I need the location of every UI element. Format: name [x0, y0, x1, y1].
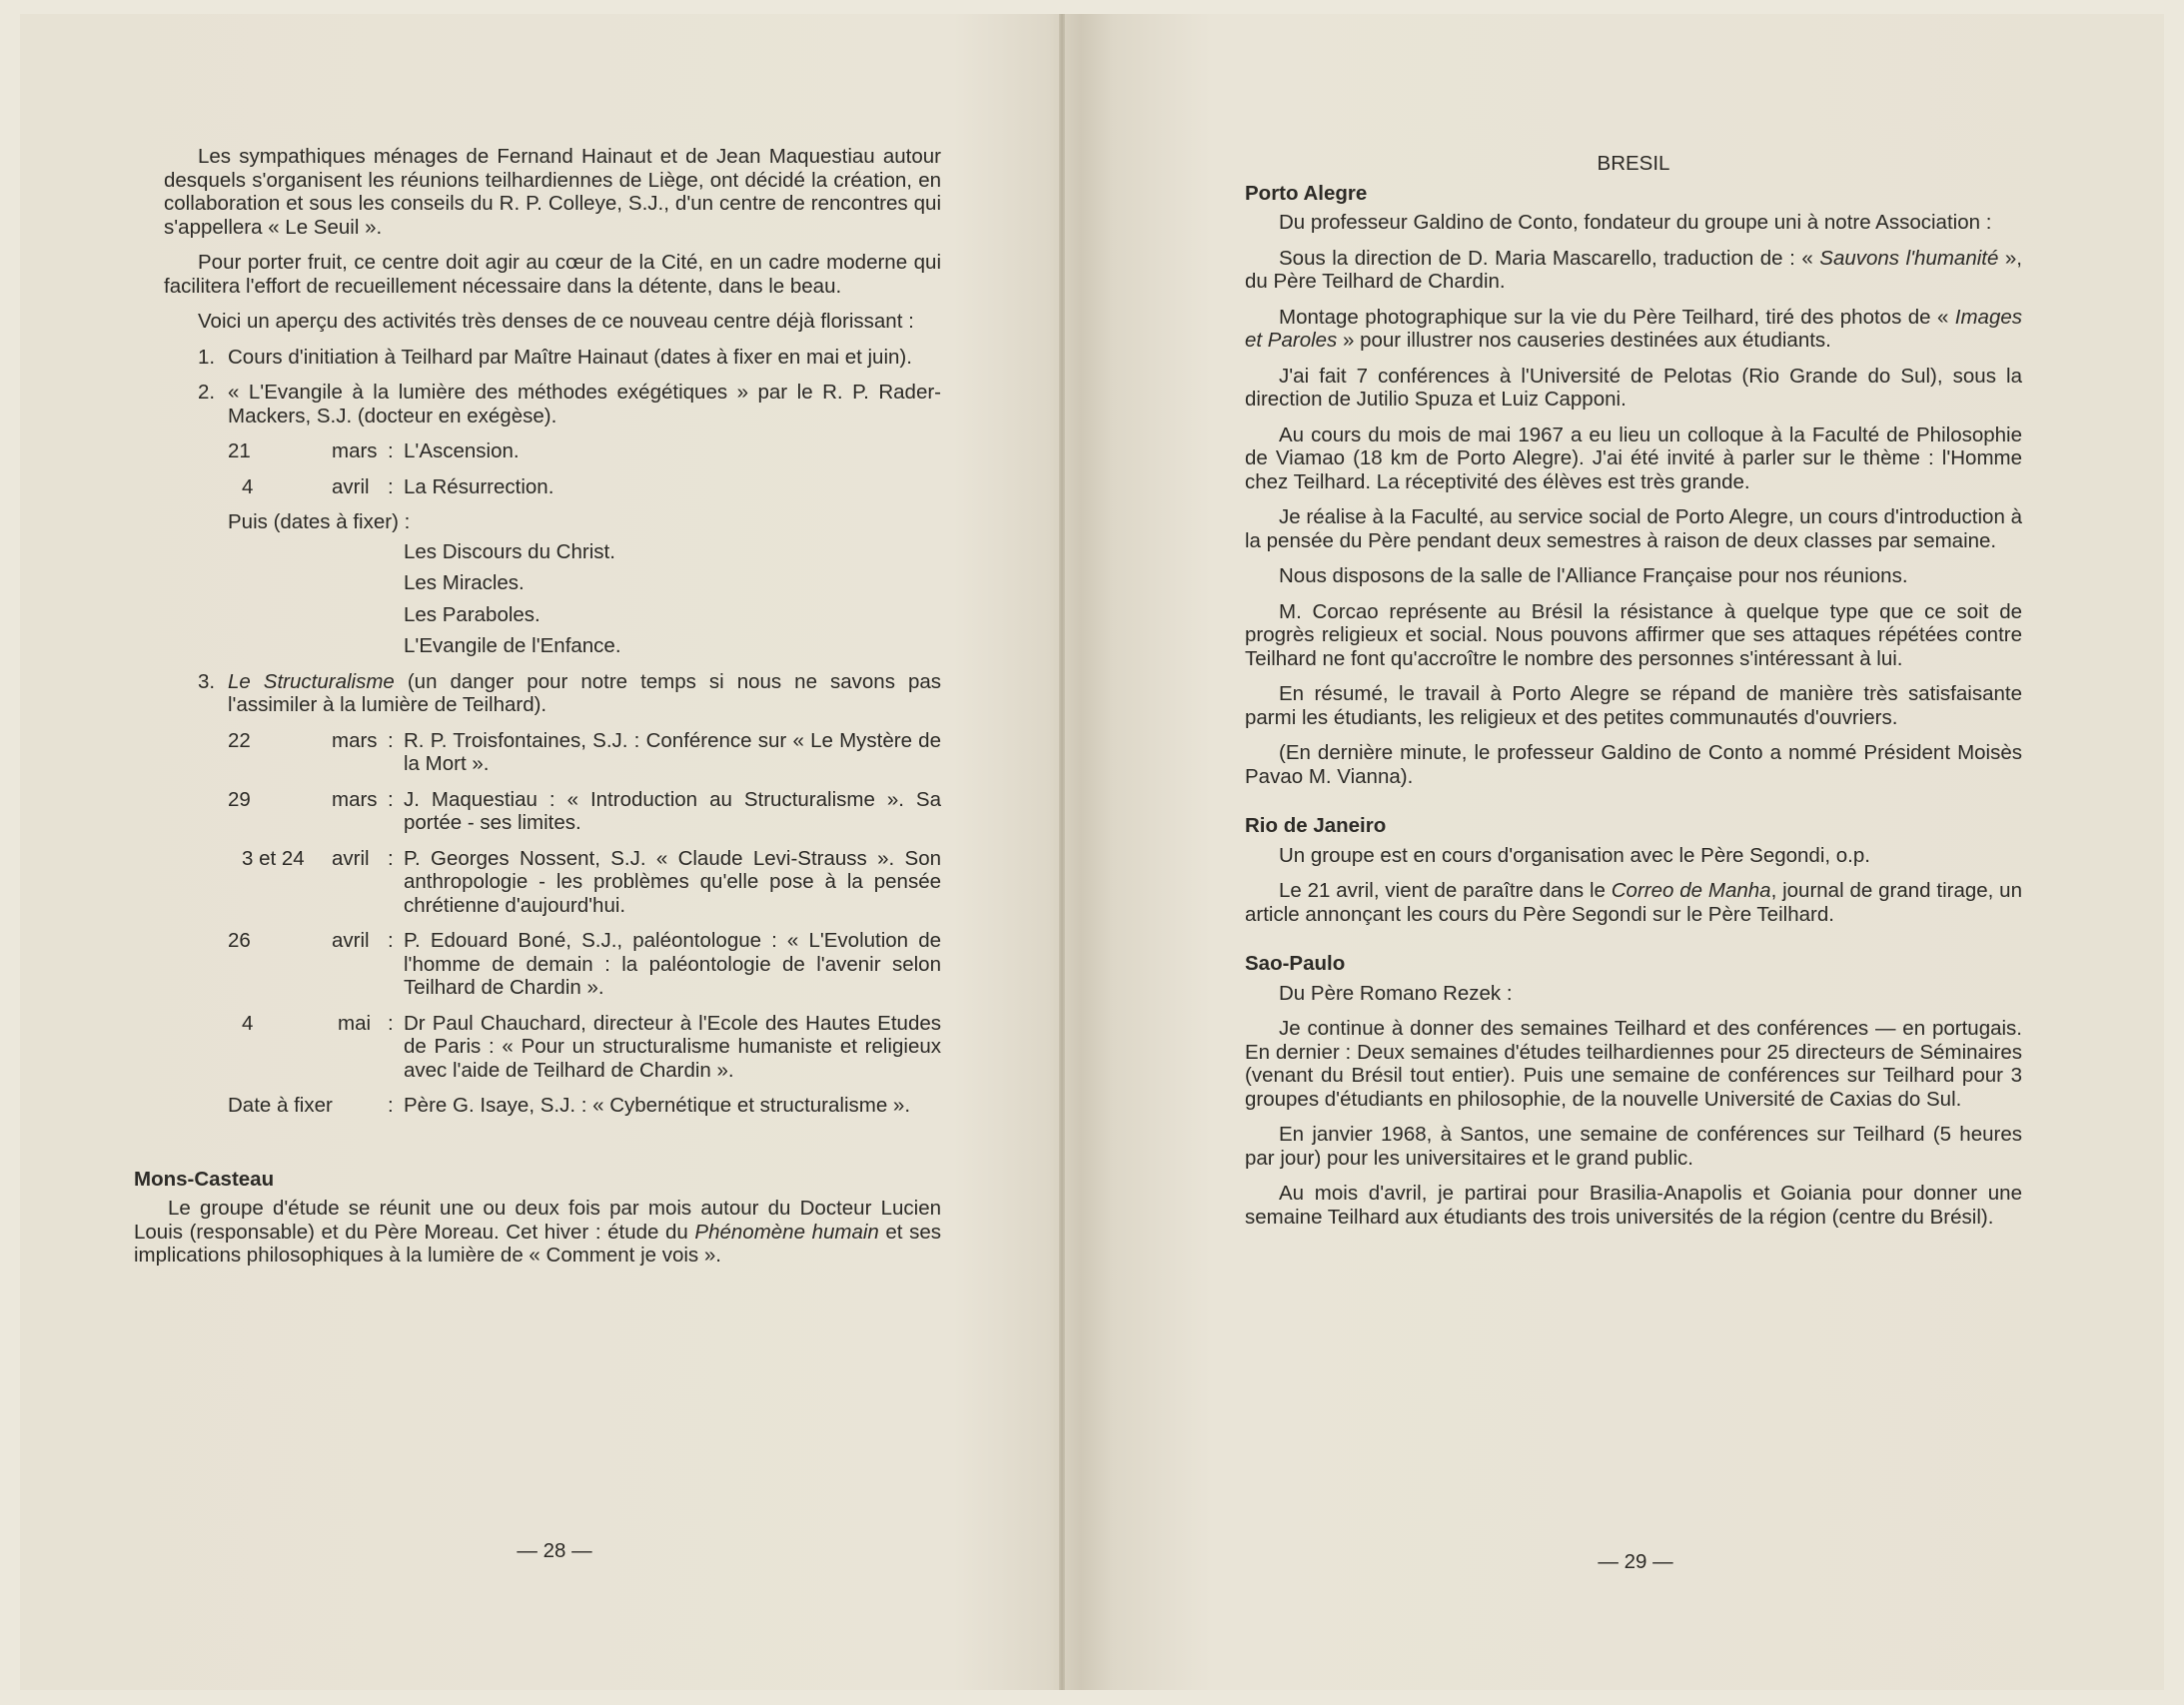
- page-number: — 28 —: [517, 1539, 592, 1562]
- list-item: [198, 381, 941, 427]
- section-heading-sao-paulo: Sao-Paulo: [1245, 952, 1346, 975]
- paragraph: J'ai fait 7 conférences à l'Université de Pelotas (Rio Grande do Sul), sous la direction de Jutilio Spuza et Luiz Capponi.: [1245, 364, 2022, 411]
- puis-item: Les Miracles.: [404, 571, 525, 594]
- schedule-month: avril: [332, 474, 370, 498]
- schedule-day: 22: [228, 728, 251, 752]
- text-b: » pour illustrer nos causeries destinées aux étudiants.: [1337, 329, 1831, 352]
- list-number: 3.: [198, 669, 216, 693]
- italic-title: Sauvons l'humanité: [1819, 246, 1999, 270]
- schedule-row: [228, 439, 941, 463]
- schedule-colon: :: [388, 846, 394, 870]
- list-text: [228, 670, 941, 717]
- schedule-2: [228, 439, 941, 498]
- italic-title: Correo de Manha: [1611, 879, 1771, 902]
- schedule-row: [228, 1012, 941, 1083]
- schedule-colon: :: [388, 787, 394, 811]
- schedule-month: mai: [338, 1011, 372, 1035]
- paragraph: Je réalise à la Faculté, au service social de Porto Alegre, un cours d'introduction à la pensée du Père pendant deux semestres à raison de deux classes par semaine.: [1245, 505, 2022, 552]
- list-number: 2.: [198, 381, 216, 404]
- schedule-desc: La Résurrection.: [404, 474, 554, 498]
- page-title: BRESIL: [1597, 152, 1670, 175]
- schedule-month: mars: [332, 787, 378, 811]
- schedule-day: 29: [228, 787, 251, 811]
- paragraph: (En dernière minute, le professeur Galdino de Conto a nommé Président Moisès Pavao M. Vianna).: [1245, 741, 2022, 788]
- paragraph: [1245, 247, 2022, 294]
- list-item: [198, 670, 941, 717]
- schedule-row: [228, 1094, 941, 1118]
- list-text: « L'Evangile à la lumière des méthodes exégétiques » par le R. P. Rader-Mackers, S.J. (docteur en exégèse).: [228, 381, 941, 427]
- paragraph: Au mois d'avril, je partirai pour Brasilia-Anapolis et Goiania pour donner une semaine Teilhard aux étudiants des trois universités de la région (centre du Brésil).: [1245, 1182, 2022, 1229]
- paragraph: Voici un aperçu des activités très denses de ce nouveau centre déjà florissant :: [198, 310, 914, 333]
- schedule-day: 4: [242, 474, 254, 498]
- schedule-row: [228, 788, 941, 835]
- list-item: [198, 346, 941, 370]
- schedule-3: [228, 729, 941, 1118]
- paragraph: Pour porter fruit, ce centre doit agir au cœur de la Cité, en un cadre moderne qui facilitera l'effort de recueillement nécessaire dans la détente, dans le beau.: [164, 251, 941, 298]
- schedule-desc: Dr Paul Chauchard, directeur à l'Ecole des Hautes Etudes de Paris : « Pour un structuralisme humaniste et religieux avec l'aide de Teilhard de Chardin ».: [404, 1011, 941, 1082]
- schedule-desc: L'Ascension.: [404, 439, 520, 462]
- text-a: Montage photographique sur la vie du Père Teilhard, tiré des photos de «: [1279, 305, 1955, 329]
- text-b: », du Père Teilhard de Chardin.: [1245, 246, 2022, 293]
- paragraph: [134, 1197, 941, 1268]
- italic-title: Phénomène humain: [694, 1220, 879, 1244]
- mons-text-b: et ses implications philosophiques à la lumière de « Comment je vois ».: [134, 1220, 941, 1267]
- text-a: Le 21 avril, vient de paraître dans le: [1279, 879, 1612, 902]
- paragraph: Du Père Romano Rezek :: [1279, 981, 1513, 1005]
- list-number: 1.: [198, 345, 216, 369]
- schedule-day: 26: [228, 929, 251, 952]
- paragraph: [1245, 879, 2022, 926]
- schedule-month: mars: [332, 439, 378, 462]
- text-a: Sous la direction de D. Maria Mascarello, traduction de : «: [1279, 246, 1820, 270]
- section-heading-mons-casteau: Mons-Casteau: [134, 1167, 275, 1191]
- paragraph: Du professeur Galdino de Conto, fondateur du groupe uni à notre Association :: [1279, 211, 1992, 234]
- schedule-month: avril: [332, 846, 370, 870]
- schedule-desc: J. Maquestiau : « Introduction au Structuralisme ». Sa portée - ses limites.: [404, 787, 941, 834]
- schedule-day: 4: [242, 1011, 254, 1035]
- schedule-month: mars: [332, 728, 378, 752]
- schedule-day: 3 et 24: [242, 846, 305, 870]
- schedule-colon: :: [388, 474, 394, 498]
- paragraph: [1245, 306, 2022, 353]
- schedule-desc: P. Georges Nossent, S.J. « Claude Levi-Strauss ». Son anthropologie - les problèmes qu'elle pose à la pensée chrétienne d'aujourd'hui.: [404, 846, 941, 917]
- puis-item: Les Discours du Christ.: [404, 539, 615, 563]
- book-spine: [1059, 14, 1065, 1690]
- schedule-day: Date à fixer: [228, 1094, 333, 1117]
- section-heading-rio-de-janeiro: Rio de Janeiro: [1245, 814, 1387, 837]
- schedule-colon: :: [388, 439, 394, 462]
- schedule-row: [228, 929, 941, 1000]
- right-column: [1245, 152, 2022, 1241]
- list-text-rest: (un danger pour notre temps si nous ne savons pas l'assimiler à la lumière de Teilhard).: [228, 669, 942, 716]
- schedule-desc: Père G. Isaye, S.J. : « Cybernétique et structuralisme ».: [404, 1094, 911, 1117]
- paragraph: Nous disposons de la salle de l'Alliance Française pour nos réunions.: [1279, 564, 1908, 587]
- paragraph: Les sympathiques ménages de Fernand Hainaut et de Jean Maquestiau autour desquels s'organisent les réunions teilhardiennes de Liège, ont décidé la création, en collaboration et sous les conseils du R. P. Colleye, S.J., d'un centre de rencontres qui s'appellera « Le Seuil ».: [164, 145, 941, 239]
- paragraph: En résumé, le travail à Porto Alegre se répand de manière très satisfaisante parmi les étudiants, les religieux et des petites communautés d'ouvriers.: [1245, 682, 2022, 729]
- schedule-day: 21: [228, 439, 251, 462]
- paragraph: Un groupe est en cours d'organisation avec le Père Segondi, o.p.: [1279, 843, 1870, 867]
- puis-label: Puis (dates à fixer) :: [228, 510, 411, 533]
- paragraph: M. Corcao représente au Brésil la résistance à quelque type que ce soit de progrès religieux et social. Nous pouvons affirmer que ses attaques répétées contre Teilhard ne font qu'accroître le nombre des personnes s'intéressant à lui.: [1245, 599, 2022, 670]
- page-number: — 29 —: [1598, 1550, 1673, 1573]
- puis-item: L'Evangile de l'Enfance.: [404, 634, 621, 657]
- schedule-month: avril: [332, 929, 370, 952]
- schedule-colon: :: [388, 1011, 394, 1035]
- italic-title: Images et Paroles: [1245, 305, 2022, 352]
- paragraph: En janvier 1968, à Santos, une semaine de conférences sur Teilhard (5 heures par jour) pour les universitaires et le grand public.: [1245, 1123, 2022, 1170]
- schedule-colon: :: [388, 728, 394, 752]
- paragraph: Au cours du mois de mai 1967 a eu lieu un colloque à la Faculté de Philosophie de Viamao (18 km de Porto Alegre). J'ai été invité à parler sur le thème : l'Homme chez Teilhard. La réceptivité des élèves est très grande.: [1245, 423, 2022, 493]
- paragraph: Je continue à donner des semaines Teilhard et des conférences — en portugais. En dernier : Deux semaines d'études teilhardiennes pour 25 directeurs de Séminaires (venant du Brésil tout entier). Puis une semaine de conférences sur Teilhard pour 3 groupes d'étudiants en philosophie, de la nouvelle Université de Caxias do Sul.: [1245, 1017, 2022, 1111]
- puis-item: Les Paraboles.: [404, 602, 541, 626]
- list-text: Cours d'initiation à Teilhard par Maître Hainaut (dates à fixer en mai et juin).: [228, 345, 912, 369]
- schedule-row: [228, 729, 941, 776]
- left-column: [134, 145, 942, 1279]
- mons-text-a: Le groupe d'étude se réunit une ou deux fois par mois autour du Docteur Lucien Louis (responsable) et du Père Moreau. Cet hiver : étude du: [134, 1197, 941, 1244]
- italic-title: Le Structuralisme: [228, 669, 395, 693]
- schedule-desc: R. P. Troisfontaines, S.J. : Conférence sur « Le Mystère de la Mort ».: [404, 728, 941, 775]
- schedule-colon: :: [388, 1094, 394, 1117]
- schedule-row: [228, 475, 941, 499]
- section-heading-porto-alegre: Porto Alegre: [1245, 181, 1368, 205]
- text-b: , journal de grand tirage, un article annonçant les cours du Père Segondi sur le Père Teilhard.: [1245, 879, 2022, 926]
- schedule-desc: P. Edouard Boné, S.J., paléontologue : « L'Evolution de l'homme de demain : la paléontologie de l'avenir selon Teilhard de Chardin ».: [404, 929, 941, 999]
- schedule-colon: :: [388, 929, 394, 952]
- schedule-row: [228, 847, 941, 918]
